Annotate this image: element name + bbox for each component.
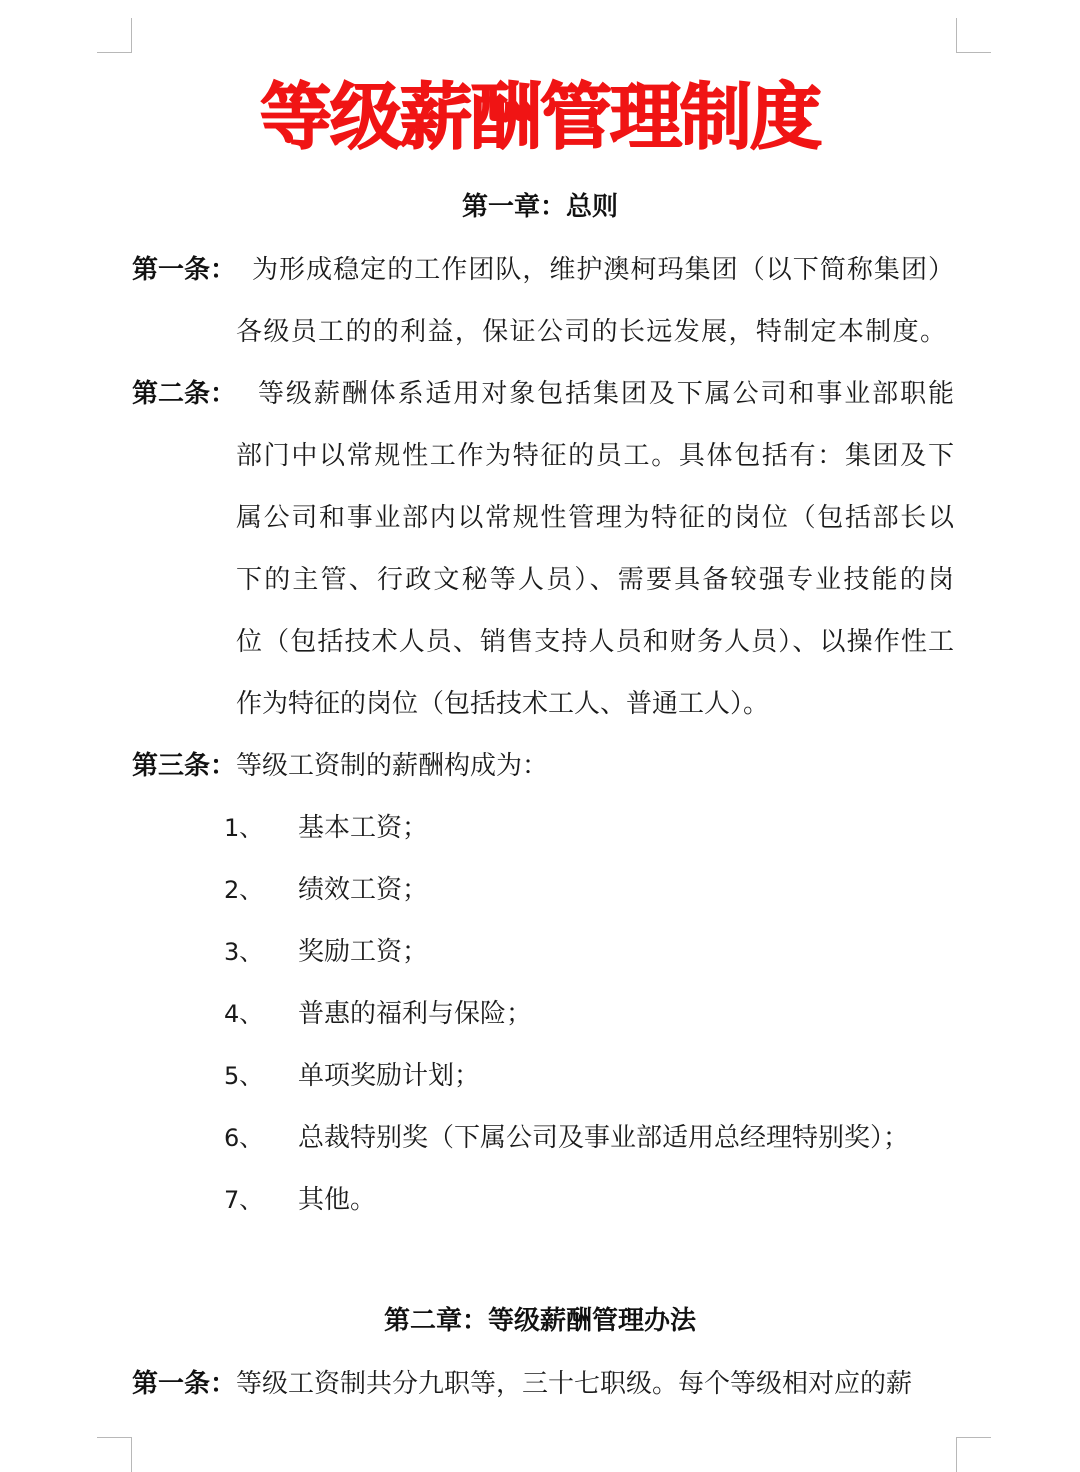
- article-2-label: [132, 376, 236, 412]
- list-item-number: 4、: [224, 1000, 264, 1028]
- list-item: 奖励工资；: [298, 937, 429, 967]
- article-2-line-2: 部门中以常规性工作为特征的员工。具体包括有：集团及下: [236, 441, 954, 471]
- list-item: 总裁特别奖（下属公司及事业部适用总经理特别奖）；: [298, 1123, 910, 1153]
- list-item-number: 6、: [224, 1124, 264, 1152]
- list-item-number: 2、: [224, 876, 264, 904]
- article-label: 第一条：: [132, 1369, 237, 1399]
- list-item-number: 1、: [224, 814, 264, 842]
- chapter-2-article-1: [132, 1366, 912, 1402]
- list-item: 单项奖励计划；: [298, 1061, 481, 1091]
- article-2-line-5: 位（包括技术人员、销售支持人员和财务人员）、以操作性工: [236, 627, 954, 657]
- article-1-line-2: 各级员工的的利益，保证公司的长远发展，特制定本制度。: [236, 317, 946, 347]
- crop-mark-bottom-left: [97, 1437, 132, 1472]
- crop-mark-top-right: [956, 18, 991, 53]
- list-item-number: 3、: [224, 938, 264, 966]
- list-item: 基本工资；: [298, 813, 429, 843]
- article-label: 第三条：: [132, 751, 237, 781]
- article-3: [132, 748, 548, 784]
- article-label: 第二条：: [132, 379, 237, 409]
- chapter-1-heading: 第一章：总则: [461, 192, 618, 222]
- chapter-2-article-1-text: 等级工资制共分九职等，三十七职级。每个等级相对应的薪: [236, 1369, 913, 1399]
- list-item: 普惠的福利与保险；: [298, 999, 533, 1029]
- article-2-line-6: 作为特征的岗位（包括技术工人、普通工人）。: [236, 689, 770, 719]
- article-1-label: [132, 252, 236, 288]
- article-2-line-4: 下的主管、行政文秘等人员）、需要具备较强专业技能的岗: [236, 565, 954, 595]
- chapter-2-heading: 第二章：等级薪酬管理办法: [383, 1306, 696, 1336]
- list-item: 其他。: [298, 1185, 377, 1215]
- crop-mark-bottom-right: [956, 1437, 991, 1472]
- article-3-text: 等级工资制的薪酬构成为：: [236, 751, 549, 781]
- article-1-line-1: 为形成稳定的工作团队，维护澳柯玛集团（以下简称集团）: [252, 255, 954, 285]
- crop-mark-top-left: [97, 18, 132, 53]
- document-title: 等级薪酬管理制度: [259, 75, 820, 159]
- list-item-number: 7、: [224, 1186, 264, 1214]
- list-item: 绩效工资；: [298, 875, 429, 905]
- article-2-line-1: 等级薪酬体系适用对象包括集团及下属公司和事业部职能: [258, 379, 954, 409]
- article-label: 第一条：: [132, 255, 237, 285]
- list-item-number: 5、: [224, 1062, 264, 1090]
- article-2-line-3: 属公司和事业部内以常规性管理为特征的岗位（包括部长以: [236, 503, 954, 533]
